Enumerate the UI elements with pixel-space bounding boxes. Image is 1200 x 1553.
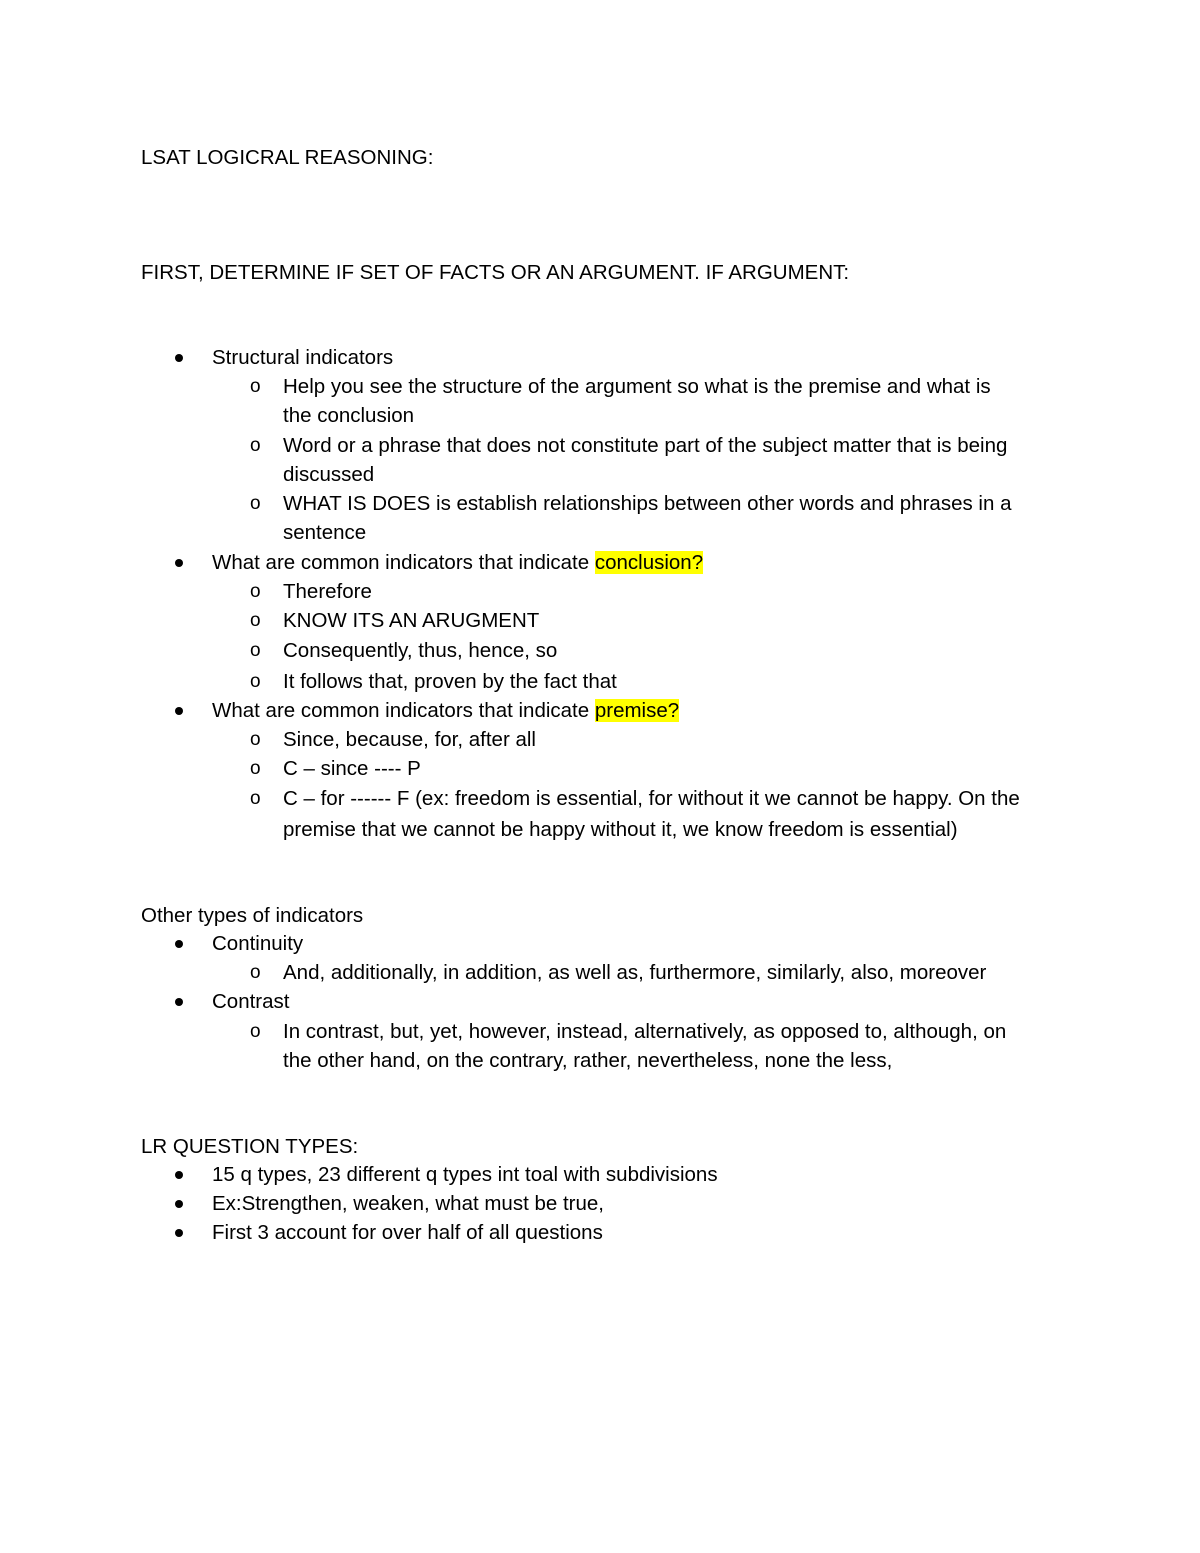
sub-list-item: C – for ------ F (ex: freedom is essential, for without it we cannot be happy. On the xyxy=(283,787,1020,810)
bullet-icon xyxy=(175,1229,183,1237)
sub-list-item-continued: sentence xyxy=(283,521,367,544)
sub-list-item-continued: discussed xyxy=(283,463,375,486)
sub-list-item: Consequently, thus, hence, so xyxy=(283,639,558,662)
hollow-bullet-icon: o xyxy=(250,758,261,779)
list-item-structural: Structural indicators xyxy=(212,346,394,369)
list-item-conclusion xyxy=(212,549,703,577)
hollow-bullet-icon: o xyxy=(250,581,261,602)
hollow-bullet-icon: o xyxy=(250,376,261,397)
hollow-bullet-icon: o xyxy=(250,610,261,631)
list-item: First 3 account for over half of all questions xyxy=(212,1221,603,1244)
bullet-icon xyxy=(175,998,183,1006)
highlighted-term: premise? xyxy=(594,699,680,722)
list-item: Ex:Strengthen, weaken, what must be true, xyxy=(212,1192,604,1215)
intro-paragraph: FIRST, DETERMINE IF SET OF FACTS OR AN ARGUMENT. IF ARGUMENT: xyxy=(141,261,850,284)
bullet-icon xyxy=(175,940,183,948)
sub-list-item: C – since ---- P xyxy=(283,757,421,780)
highlighted-term: conclusion? xyxy=(594,551,704,574)
hollow-bullet-icon: o xyxy=(250,962,261,983)
list-item-premise xyxy=(212,697,679,725)
sub-list-item: Word or a phrase that does not constitute part of the subject matter that is being xyxy=(283,434,1008,457)
list-item-label: What are common indicators that indicate xyxy=(212,699,595,722)
sub-list-item-continued: the other hand, on the contrary, rather, nevertheless, none the less, xyxy=(283,1049,893,1072)
sub-list-item: Help you see the structure of the argument so what is the premise and what is xyxy=(283,375,991,398)
bullet-icon xyxy=(175,707,183,715)
list-item-contrast: Contrast xyxy=(212,990,290,1013)
hollow-bullet-icon: o xyxy=(250,729,261,750)
list-item-continuity: Continuity xyxy=(212,932,304,955)
hollow-bullet-icon: o xyxy=(250,788,261,809)
hollow-bullet-icon: o xyxy=(250,640,261,661)
sub-list-item: KNOW ITS AN ARUGMENT xyxy=(283,609,540,632)
list-item-label: What are common indicators that indicate xyxy=(212,551,595,574)
bullet-icon xyxy=(175,1200,183,1208)
sub-list-item: WHAT IS DOES is establish relationships between other words and phrases in a xyxy=(283,492,1012,515)
sub-list-item-continued: premise that we cannot be happy without it, we know freedom is essential) xyxy=(283,818,958,841)
sub-list-item: In contrast, but, yet, however, instead, alternatively, as opposed to, although, on xyxy=(283,1020,1007,1043)
hollow-bullet-icon: o xyxy=(250,1021,261,1042)
sub-list-item: It follows that, proven by the fact that xyxy=(283,670,617,693)
hollow-bullet-icon: o xyxy=(250,435,261,456)
bullet-icon xyxy=(175,559,183,567)
hollow-bullet-icon: o xyxy=(250,493,261,514)
hollow-bullet-icon: o xyxy=(250,671,261,692)
bullet-icon xyxy=(175,1171,183,1179)
sub-list-item-continued: the conclusion xyxy=(283,404,415,427)
sub-list-item: And, additionally, in addition, as well as, furthermore, similarly, also, moreover xyxy=(283,961,987,984)
sub-list-item: Therefore xyxy=(283,580,372,603)
section-heading: LR QUESTION TYPES: xyxy=(141,1135,359,1158)
section-heading: Other types of indicators xyxy=(141,904,364,927)
bullet-icon xyxy=(175,354,183,362)
document-title: LSAT LOGICRAL REASONING: xyxy=(141,146,434,169)
list-item: 15 q types, 23 different q types int toal with subdivisions xyxy=(212,1163,718,1186)
sub-list-item: Since, because, for, after all xyxy=(283,728,536,751)
